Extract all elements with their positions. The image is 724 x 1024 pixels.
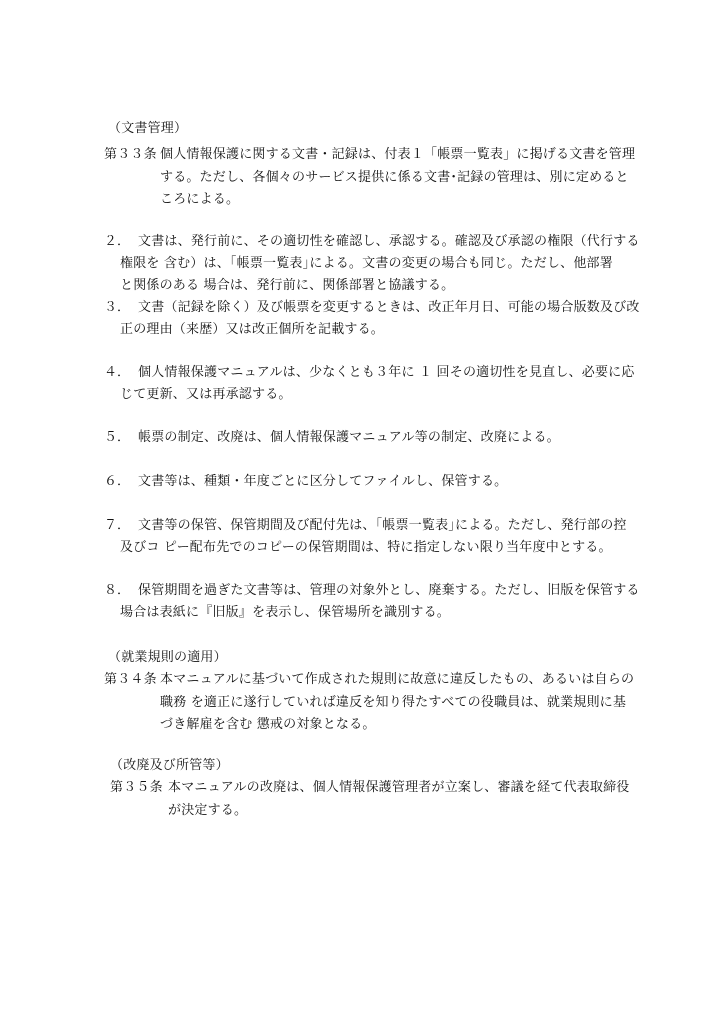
article-34-text-line: 職務 を適正に遂行していれば違反を知り得たすべての役職員は、就業規則に基 xyxy=(160,695,627,710)
article-33-text-line: 個人情報保護に関する文書・記録は、付表１「帳票一覧表」に掲げる文書を管理 xyxy=(160,147,636,162)
section-heading-revision: （改廃及び所管等） xyxy=(110,758,229,773)
clause-5-number: ５． xyxy=(104,430,131,445)
clause-8-number: ８． xyxy=(104,583,131,598)
article-35-text-line: 本マニュアルの改廃は、個人情報保護管理者が立案し、審議を経て代表取締役 xyxy=(168,780,630,795)
section-heading-work-rules: （就業規則の適用） xyxy=(108,650,227,665)
clause-7-number: ７． xyxy=(104,518,131,533)
clause-6-text-line: 文書等は、種類・年度ごとに区分してファイルし、保管する。 xyxy=(138,474,508,489)
clause-3-text-line: 文書（記録を除く）及び帳票を変更するときは、改正年月日、可能の場合版数及び改 xyxy=(138,300,640,315)
article-33-text-line: する。ただし、各個々のサービス提供に係る文書･記録の管理は、別に定めると xyxy=(160,170,629,185)
article-33-text-line: ころによる。 xyxy=(160,192,240,207)
clause-4-text-line: 個人情報保護マニュアルは、少なくとも３年に １ 回その適切性を見直し、必要に応 xyxy=(138,365,635,380)
clause-6-number: ６． xyxy=(104,474,131,489)
clause-3-number: ３． xyxy=(104,300,131,315)
section-heading-doc-management: （文書管理） xyxy=(108,121,188,136)
clause-4-number: ４． xyxy=(104,365,131,380)
clause-5-text-line: 帳票の制定、改廃は、個人情報保護マニュアル等の制定、改廃による。 xyxy=(138,430,560,445)
clause-2-number: ２． xyxy=(104,234,131,249)
clause-4-text-line: じて更新、又は再承認する。 xyxy=(120,387,292,402)
clause-8-text-line: 保管期間を過ぎた文書等は、管理の対象外とし、廃棄する。ただし、旧版を保管する xyxy=(138,583,640,598)
clause-7-text-line: 文書等の保管、保管期間及び配付先は、｢帳票一覧表｣による。ただし、発行部の控 xyxy=(138,518,627,533)
article-35-label: 第３５条 xyxy=(110,780,163,795)
article-33-label: 第３３条 xyxy=(104,147,157,162)
clause-2-text-line: 権限を 含む）は、｢帳票一覧表｣による。文書の変更の場合も同じ。ただし、他部署 xyxy=(120,256,613,271)
clause-2-text-line: 文書は、発行前に、その適切性を確認し、承認する。確認及び承認の権限（代行する xyxy=(138,234,640,249)
clause-7-text-line: 及びコ ピー配布先でのコピーの保管期間は、特に指定しない限り当年度中とする。 xyxy=(120,540,612,555)
article-35-text-line: が決定する。 xyxy=(168,803,248,818)
article-34-text-line: づき解雇を含む 懲戒の対象となる。 xyxy=(160,717,376,732)
clause-2-text-line: と関係のある 場合は、発行前に、関係部署と協議する。 xyxy=(120,278,455,293)
clause-3-text-line: 正の理由（来歴）又は改正個所を記載する。 xyxy=(120,322,385,337)
article-34-label: 第３４条 xyxy=(104,672,157,687)
clause-8-text-line: 場合は表紙に『旧版』を表示し、保管場所を識別する。 xyxy=(120,605,451,620)
article-34-text-line: 本マニュアルに基づいて作成された規則に故意に違反したもの、あるいは自らの xyxy=(160,672,635,687)
